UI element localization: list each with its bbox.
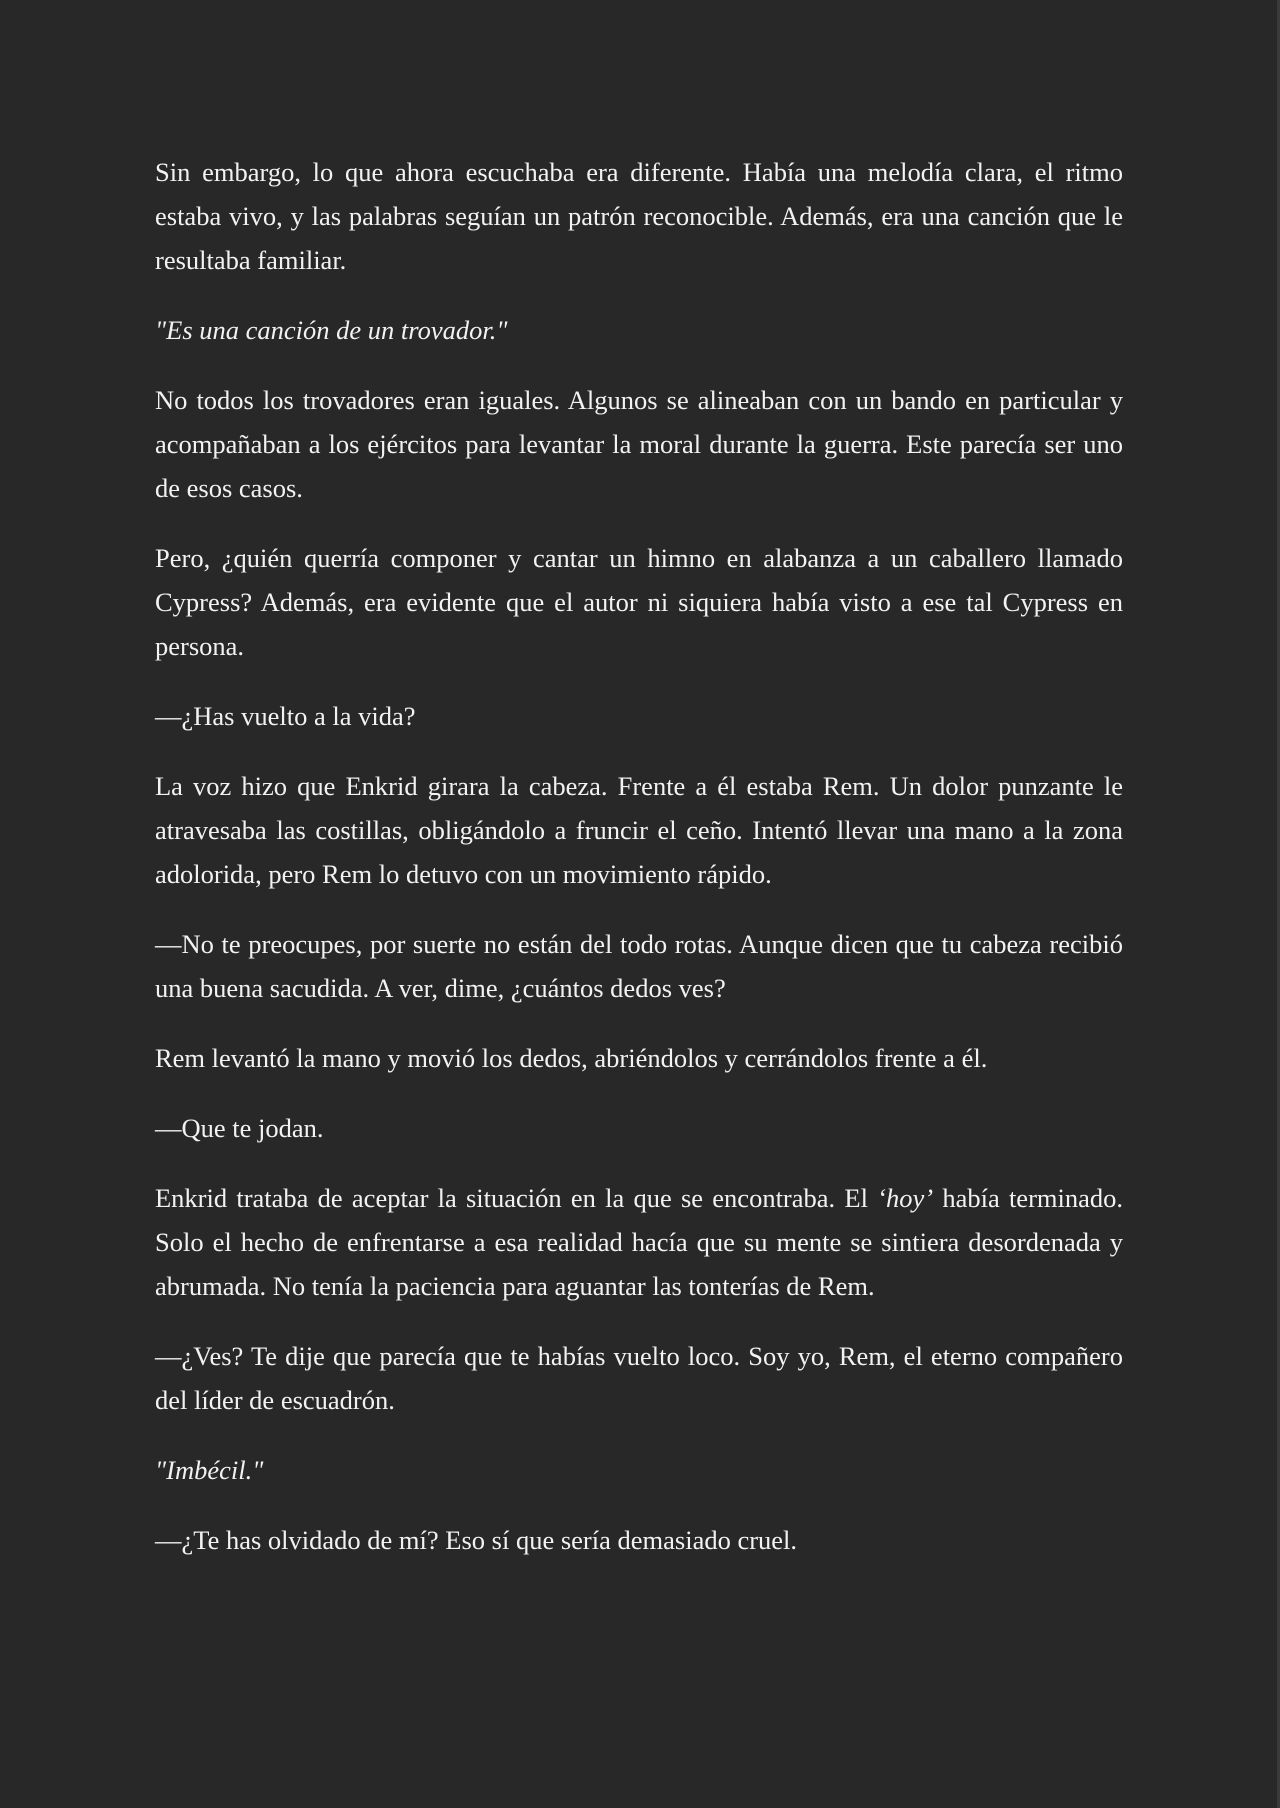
document-page xyxy=(155,150,1123,1588)
dialogue-paragraph: —¿Has vuelto a la vida? xyxy=(155,701,416,731)
dialogue-paragraph: —¿Ves? Te dije que parecía que te habías vuelto loco. Soy yo, Rem, el eterno compañero del líder de escuadrón. xyxy=(155,1341,1123,1415)
paragraph-text-after: había terminado. Solo el hecho de enfrentarse a esa realidad hacía que su mente se sintiera desordenada y abrumada. No tenía la paciencia para aguantar las tonterías de Rem. xyxy=(155,1183,1124,1301)
paragraph: Pero, ¿quién querría componer y cantar un himno en alabanza a un caballero llamado Cypress? Además, era evidente que el autor ni siquiera había visto a ese tal Cypress en persona. xyxy=(155,543,1123,661)
thought-paragraph: "Es una canción de un trovador." xyxy=(155,315,508,345)
thought-paragraph: "Imbécil." xyxy=(155,1455,264,1485)
dialogue-paragraph: —Que te jodan. xyxy=(155,1113,324,1143)
dialogue-paragraph: —¿Te has olvidado de mí? Eso sí que sería demasiado cruel. xyxy=(155,1525,798,1555)
paragraph: Sin embargo, lo que ahora escuchaba era diferente. Había una melodía clara, el ritmo estaba vivo, y las palabras seguían un patrón reconocible. Además, era una canción que le resultaba familiar. xyxy=(155,157,1123,275)
paragraph-text-before: Enkrid trataba de aceptar la situación en la que se encontraba. El xyxy=(155,1183,878,1213)
dialogue-paragraph: —No te preocupes, por suerte no están del todo rotas. Aunque dicen que tu cabeza recibió una buena sacudida. A ver, dime, ¿cuántos dedos ves? xyxy=(155,929,1123,1003)
paragraph-with-emphasis xyxy=(155,1176,1123,1308)
paragraph: La voz hizo que Enkrid girara la cabeza. Frente a él estaba Rem. Un dolor punzante le atravesaba las costillas, obligándolo a fruncir el ceño. Intentó llevar una mano a la zona adolorida, pero Rem lo detuvo con un movimiento rápido. xyxy=(155,771,1123,889)
emphasis-text: ‘hoy’ xyxy=(877,1183,934,1213)
paragraph: Rem levantó la mano y movió los dedos, abriéndolos y cerrándolos frente a él. xyxy=(155,1043,988,1073)
paragraph: No todos los trovadores eran iguales. Algunos se alineaban con un bando en particular y acompañaban a los ejércitos para levantar la moral durante la guerra. Este parecía ser uno de esos casos. xyxy=(155,385,1123,503)
